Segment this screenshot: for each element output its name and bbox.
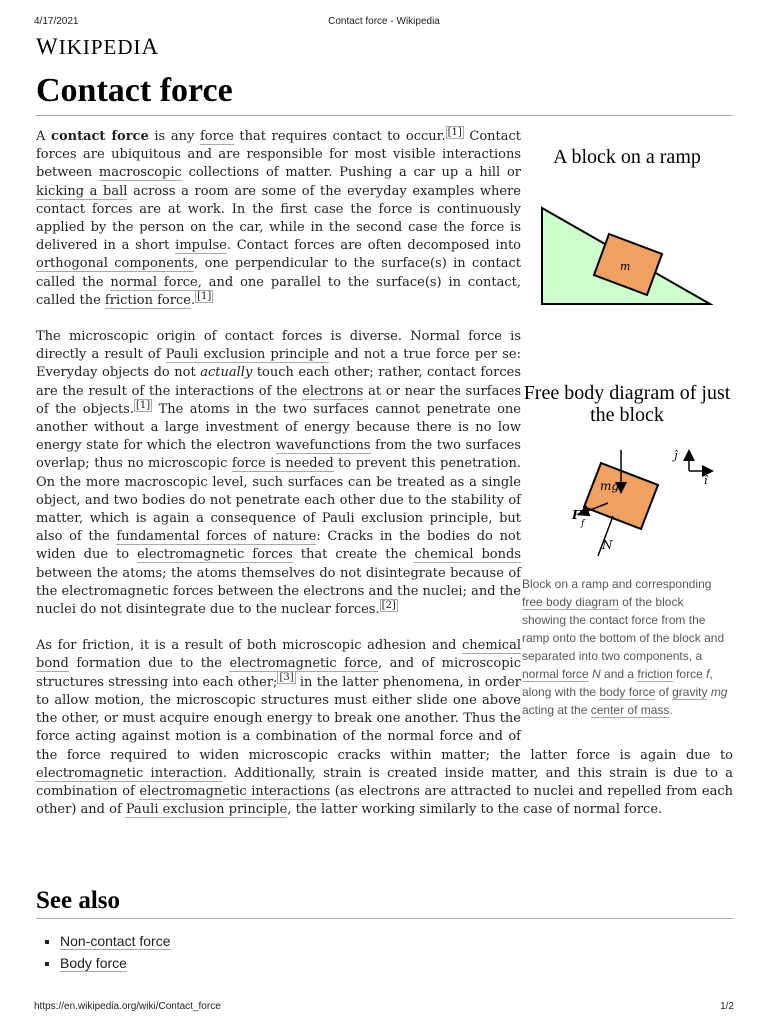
friction-subscript: f: [581, 519, 585, 529]
link-kicking-a-ball[interactable]: kicking a ball: [36, 183, 128, 199]
link-pauli-exclusion-2[interactable]: Pauli exclusion principle: [125, 802, 288, 818]
link-body-force-see-also[interactable]: Body force: [60, 955, 127, 971]
fbd-title: Free body diagram of just the block: [523, 382, 731, 426]
paragraph-3: As for friction, it is a result of both microscopic adhesion and chemical bond formation due to the electromagnetic force, and of microscopic structures stressing into each other; [3] in the latter phenomena, in order to allow motion, the microscopic structures must either slide one above the other, or must acquire enough energy to break one another. Thus the force acting against motion is a combination of the normal force and of the force required to widen microscopic cracks within matter; the latter force is again due to electromagnetic interaction. Additionally, strain is created inside matter, and this strain is due to a combination of electromagnetic interactions (as electrons are attracted to nuclei and repelled from each other) and of Pauli exclusion principle, the latter working similarly to the case of normal force.: [36, 638, 733, 818]
link-gravity[interactable]: gravity: [672, 685, 708, 699]
paragraph-1: A contact force is any force that requires contact to occur. [1] Contact forces are ubiquitous and are responsible for most visible interactions between macroscopic collections of matter. Pushing a car up a hill or kicking a ball across a room are some of the everyday examples where contact forces are at work. In the first case the force is continuously applied by the person on the car, while in the second case the force is delivered in a short impulse. Contact forces are often decomposed into orthogonal components, one perpendicular to the surface(s) in contact called the normal force, and one parallel to the surface(s) in contact, called the friction force. [1]: [36, 126, 522, 308]
link-impulse[interactable]: impulse: [175, 238, 227, 254]
link-free-body-diagram[interactable]: free body diagram: [522, 595, 619, 609]
print-date: 4/17/2021: [34, 16, 79, 27]
ramp-diagram-title: A block on a ramp: [553, 146, 701, 168]
link-pauli-exclusion[interactable]: Pauli exclusion principle: [165, 347, 330, 363]
page-title: Contact force: [36, 72, 233, 109]
print-page-title: Contact force - Wikipedia: [328, 16, 440, 27]
link-electromagnetic-interactions[interactable]: electromagnetic interactions: [139, 783, 331, 799]
normal-label: N: [602, 538, 613, 552]
link-macroscopic[interactable]: macroscopic: [98, 165, 182, 181]
free-body-diagram: [520, 438, 734, 568]
axis-j-label: ĵ: [674, 449, 678, 462]
link-electrons[interactable]: electrons: [302, 383, 364, 399]
citation-1[interactable]: [1]: [447, 126, 462, 138]
print-url: https://en.wikipedia.org/wiki/Contact_force: [34, 1001, 221, 1012]
see-also-heading: See also: [36, 887, 121, 914]
link-electromagnetic-force[interactable]: electromagnetic force: [229, 656, 378, 672]
title-divider: [36, 115, 733, 116]
link-chemical-bond[interactable]: chemical bond: [36, 638, 521, 672]
link-body-force[interactable]: body force: [599, 685, 656, 699]
see-also-list: [44, 930, 171, 974]
figure-caption: Block on a ramp and corresponding free body diagram of the block showing the contact force from the ramp onto the bottom of the block and separated into two components, a normal force N and a friction force f, along with the body force of gravity mg acting at the center of mass.: [522, 577, 728, 717]
link-orthogonal-components[interactable]: orthogonal components: [36, 256, 195, 272]
citation-1[interactable]: [1]: [135, 399, 151, 411]
link-non-contact-force[interactable]: Non-contact force: [60, 933, 171, 949]
link-friction-force[interactable]: friction force: [104, 292, 191, 308]
link-center-of-mass[interactable]: center of mass: [590, 703, 670, 717]
wikipedia-wordmark[interactable]: WIKIPEDIA: [36, 34, 160, 59]
axis-i-label: î: [704, 474, 708, 487]
link-fundamental-forces[interactable]: fundamental forces of nature: [116, 529, 317, 545]
citation-1[interactable]: [1]: [197, 290, 212, 302]
paragraph-2: The microscopic origin of contact forces is diverse. Normal force is directly a result of Pauli exclusion principle and not a true force per se: Everyday objects do not actually touch each other; rather, contact forces are the result of the interactions of the electrons at or near the surfaces of the objects. [1] The atoms in the two surfaces cannot penetrate one another without a large investment of energy because there is no low energy state for which the electron wavefunctions from the two surfaces overlap; thus no microscopic force is needed to prevent this penetration. On the more macroscopic level, such surfaces can be treated as a single object, and two bodies do not penetrate each other due to the stability of matter, which is again a consequence of Pauli exclusion principle, but also of the fundamental forces of nature: Cracks in the bodies do not widen due to electromagnetic forces that create the chemical bonds between the atoms; the atoms themselves do not disintegrate because of the electromagnetic forces between the electrons and the nuclei; and the nuclei do not disintegrate due to the nuclear forces. [2]: [36, 329, 521, 618]
friction-label: F: [572, 508, 581, 522]
link-chemical-bonds[interactable]: chemical bonds: [414, 547, 521, 563]
bold-term: contact force: [51, 129, 149, 144]
gravity-label: mg: [600, 479, 620, 493]
ramp-diagram: [520, 192, 734, 322]
citation-2[interactable]: [2]: [381, 599, 396, 611]
link-normal-force[interactable]: normal force: [110, 274, 198, 290]
list-item: [60, 952, 171, 974]
list-item: [60, 930, 171, 952]
link-force-is-needed[interactable]: force is needed: [231, 456, 334, 472]
link-electromagnetic-interaction[interactable]: electromagnetic interaction: [36, 765, 223, 781]
link-wavefunctions[interactable]: wavefunctions: [275, 438, 371, 454]
link-electromagnetic-forces[interactable]: electromagnetic forces: [137, 547, 293, 563]
see-also-divider: [36, 918, 733, 919]
citation-3[interactable]: [3]: [279, 672, 294, 684]
link-caption-friction[interactable]: friction: [637, 667, 673, 681]
link-caption-normal-force[interactable]: normal force: [522, 667, 589, 681]
ramp-block-label: m: [620, 260, 631, 273]
print-page-number: 1/2: [720, 1001, 734, 1012]
link-force[interactable]: force: [199, 129, 234, 144]
